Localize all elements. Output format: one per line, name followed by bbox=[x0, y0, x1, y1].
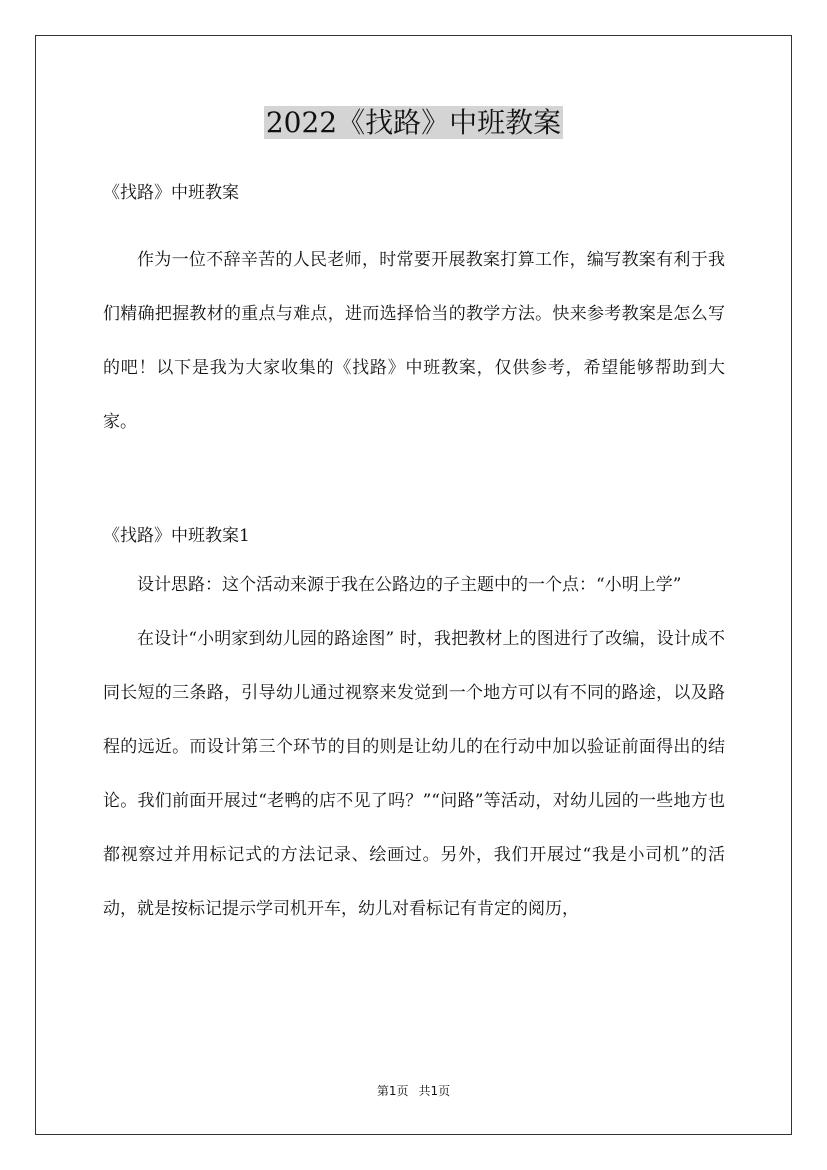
paragraph: 设计思路：这个活动来源于我在公路边的子主题中的一个点：“小明上学” bbox=[137, 575, 682, 595]
document-title bbox=[0, 103, 827, 143]
section-heading: 《找路》中班教案 bbox=[103, 183, 239, 203]
page-footer bbox=[0, 1083, 827, 1099]
paragraph: 在设计“小明家到幼儿园的路途图” 时，我把教材上的图进行了改编，设计成不同长短的三条路，引导幼儿通过视察来发觉到一个地方可以有不同的路途，以及路程的远近。而设计第三个环节的目的则是让幼儿的在行动中加以验证前面得出的结论。我们前面开展过“老鸭的店不见了吗？”“问路”等活动，对幼儿园的一些地方也都视察过并用标记式的方法记录、绘画过。另外，我们开展过“我是小司机”的活动，就是按标记提示学司机开车，幼儿对看标记有肯定的阅历， bbox=[103, 629, 725, 919]
section-heading: 《找路》中班教案1 bbox=[103, 526, 250, 546]
document-body bbox=[103, 176, 725, 936]
document-title-text: 2022《找路》中班教案 bbox=[265, 106, 562, 139]
page-number: 第1页 bbox=[376, 1084, 409, 1098]
paragraph: 作为一位不辞辛苦的人民老师，时常要开展教案打算工作，编写教案有利于我们精确把握教材的重点与难点，进而选择恰当的教学方法。快来参考教案是怎么写的吧！以下是我为大家收集的《找路》中班教案，仅供参考，希望能够帮助到大家。 bbox=[103, 250, 725, 432]
page-total: 共1页 bbox=[418, 1084, 451, 1098]
